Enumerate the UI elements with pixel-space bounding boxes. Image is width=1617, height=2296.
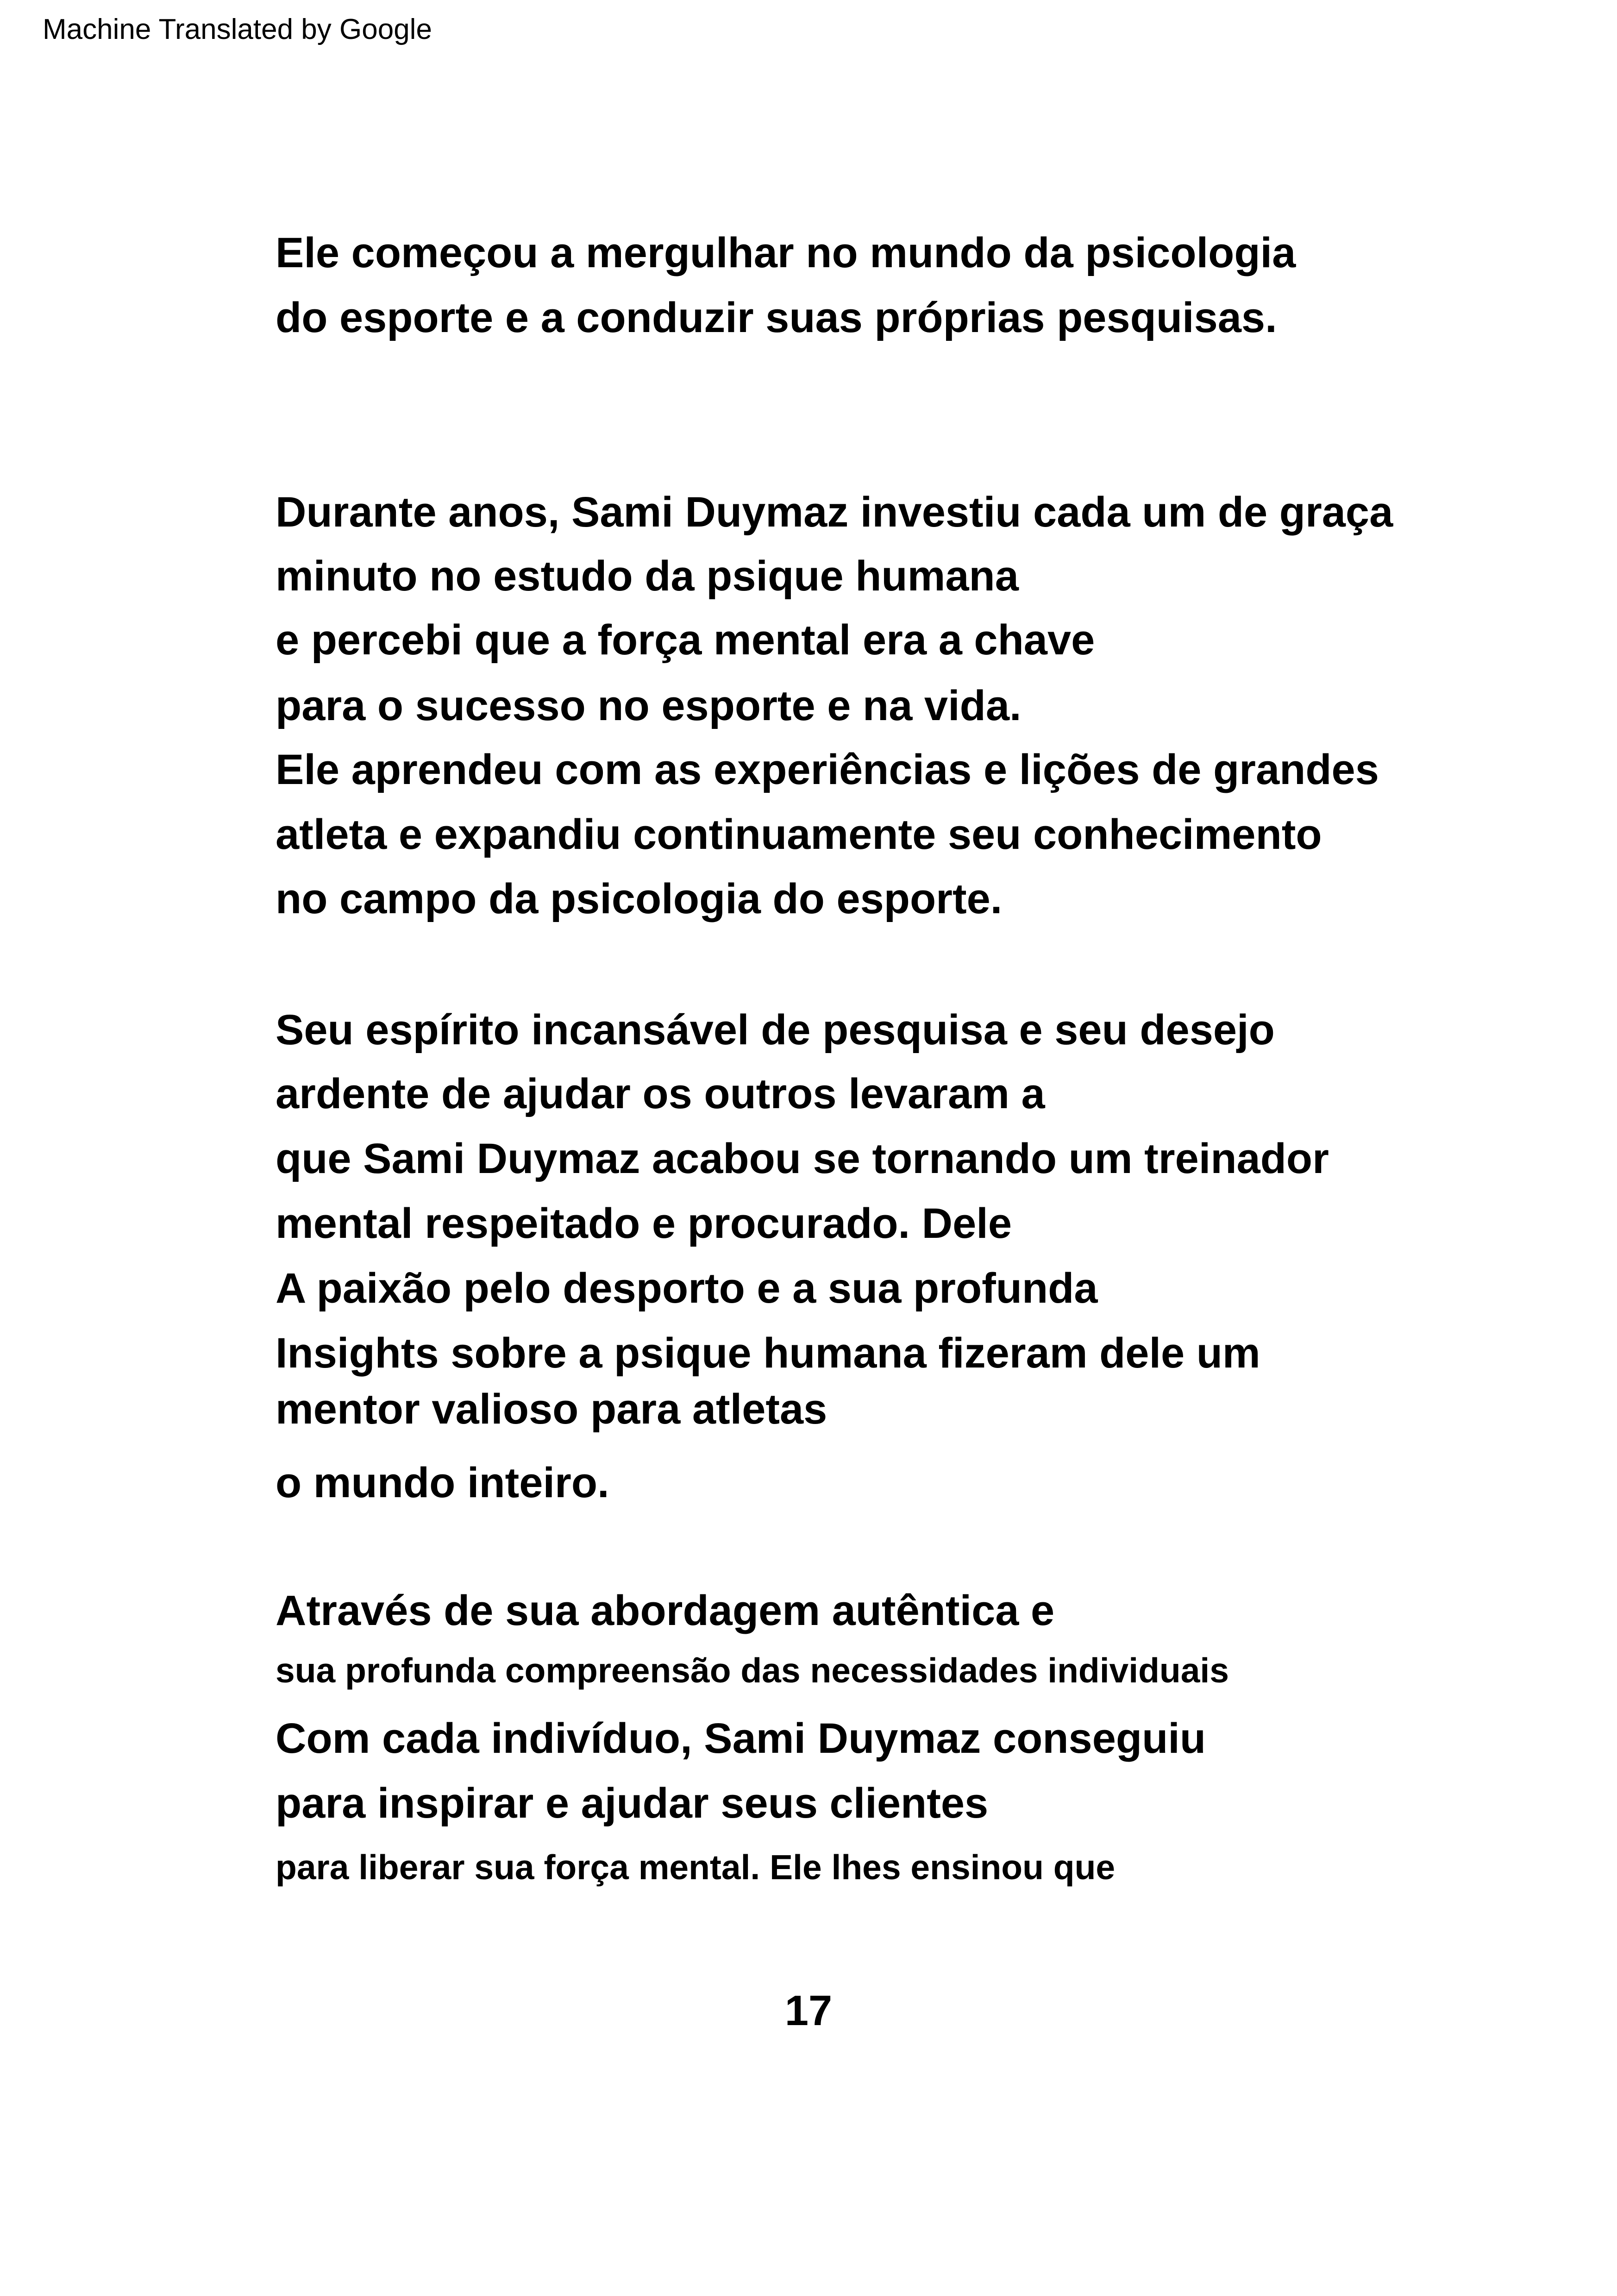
text-line: do esporte e a conduzir suas próprias pesquisas. (276, 294, 1277, 341)
text-line: A paixão pelo desporto e a sua profunda (276, 1265, 1098, 1312)
text-line: Através de sua abordagem autêntica e (276, 1587, 1055, 1634)
text-line: para liberar sua força mental. Ele lhes ensinou que (276, 1848, 1116, 1887)
text-line: Durante anos, Sami Duymaz investiu cada um de graça (276, 489, 1393, 536)
text-line: Seu espírito incansável de pesquisa e seu desejo (276, 1006, 1275, 1054)
text-line: que Sami Duymaz acabou se tornando um treinador (276, 1135, 1329, 1182)
text-line: no campo da psicologia do esporte. (276, 875, 1003, 922)
text-line: e percebi que a força mental era a chave (276, 616, 1095, 664)
text-line: atleta e expandiu continuamente seu conhecimento (276, 811, 1322, 858)
text-line: para o sucesso no esporte e na vida. (276, 682, 1022, 729)
text-line: Ele começou a mergulhar no mundo da psicologia (276, 229, 1296, 276)
text-line: sua profunda compreensão das necessidades individuais (276, 1651, 1229, 1690)
page-number: 17 (784, 1987, 833, 2034)
machine-translation-note: Machine Translated by Google (43, 13, 432, 45)
text-line: Insights sobre a psique humana fizeram dele um (276, 1330, 1260, 1377)
text-line: Com cada indivíduo, Sami Duymaz conseguiu (276, 1715, 1206, 1762)
text-line: ardente de ajudar os outros levaram a (276, 1070, 1045, 1117)
text-line: o mundo inteiro. (276, 1459, 609, 1506)
text-line: mentor valioso para atletas (276, 1386, 827, 1433)
text-line: mental respeitado e procurado. Dele (276, 1200, 1012, 1247)
text-line: para inspirar e ajudar seus clientes (276, 1780, 989, 1827)
text-line: Ele aprendeu com as experiências e lições de grandes (276, 746, 1379, 793)
text-line: minuto no estudo da psique humana (276, 552, 1019, 600)
